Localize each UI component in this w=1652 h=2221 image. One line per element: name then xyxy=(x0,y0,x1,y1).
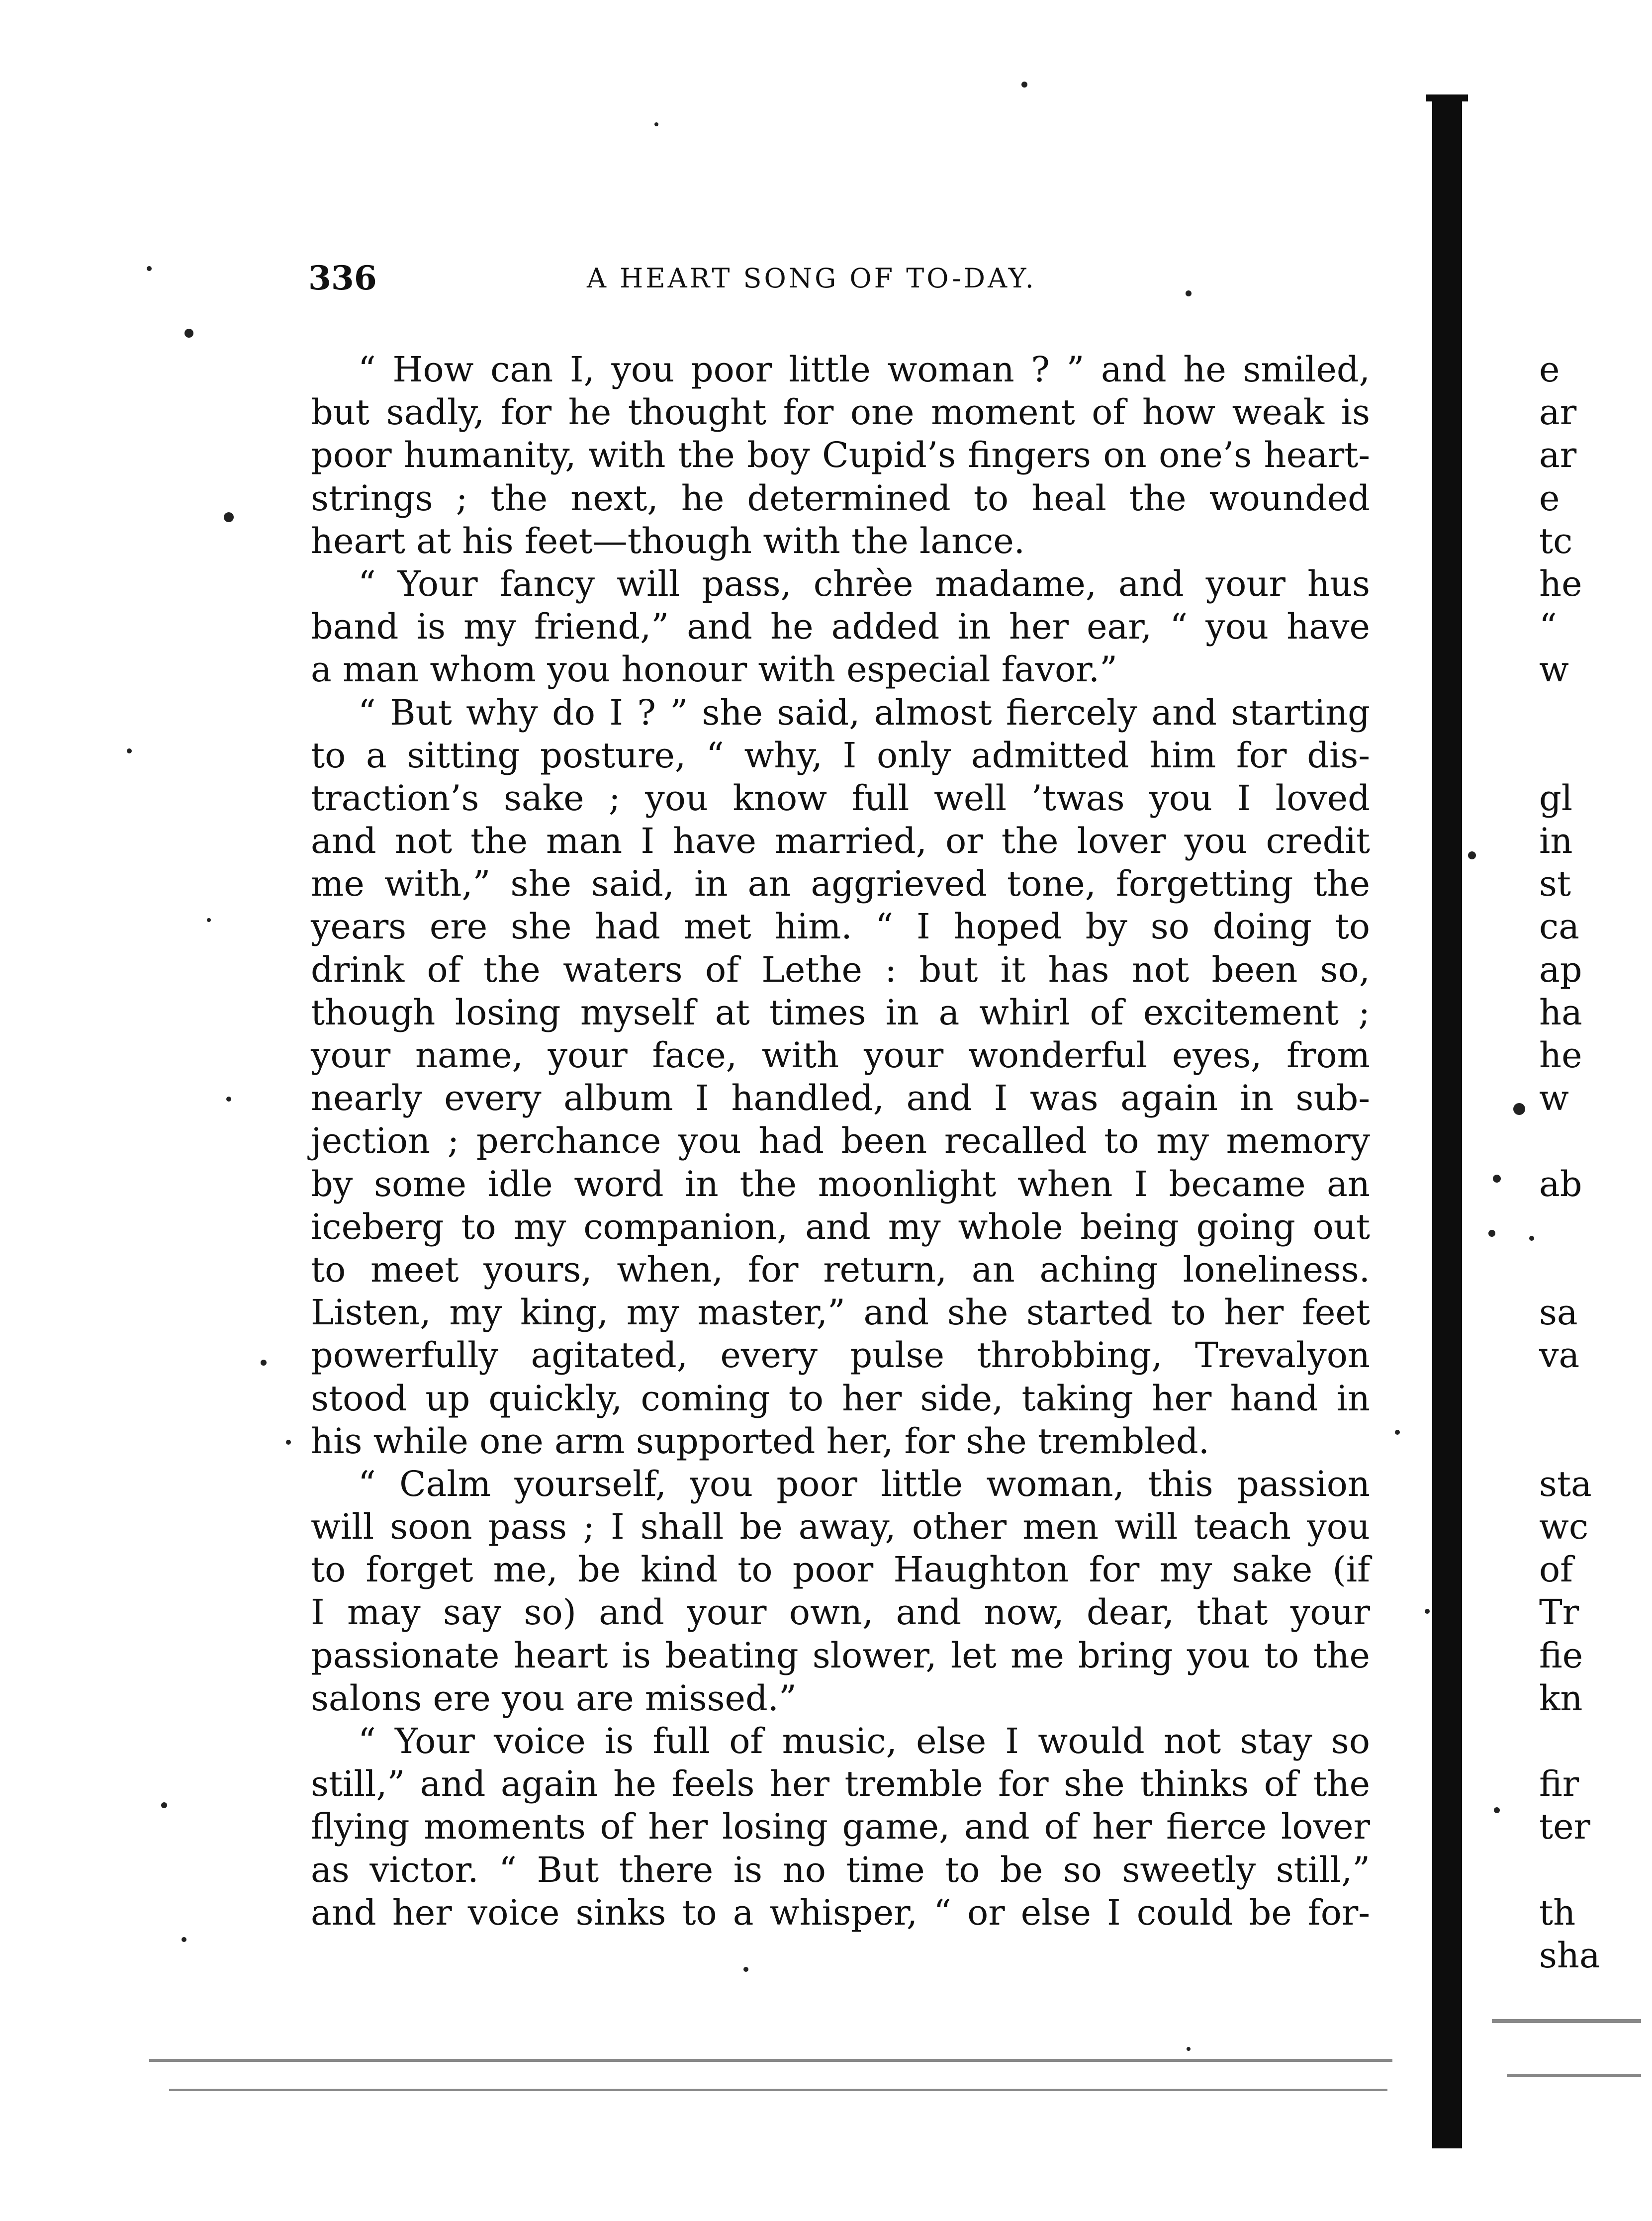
facing-page-fragment: e xyxy=(1539,349,1560,390)
text-line: heart at his feet—though with the lance. xyxy=(311,520,1025,561)
facing-page-fragment: fir xyxy=(1539,1763,1579,1805)
facing-page-fragment: ab xyxy=(1539,1163,1582,1204)
facing-page-fragment: kn xyxy=(1539,1677,1583,1719)
facing-page-fragment: “ xyxy=(1539,606,1557,648)
facing-page-fragment: w xyxy=(1539,1078,1569,1119)
text-line: to a sitting posture, “ why, I only admitted him for dis- xyxy=(311,735,1370,776)
text-line: strings ; the next, he determined to heal the wounded xyxy=(311,477,1370,519)
text-line: jection ; perchance you had been recalled to my memory xyxy=(311,1120,1370,1162)
facing-page-fragment: ter xyxy=(1539,1806,1591,1848)
facing-page-fragment: ar xyxy=(1539,392,1577,433)
facing-page-fragment: e xyxy=(1539,477,1560,519)
text-line: still,” and again he feels her tremble for she thinks of the xyxy=(311,1763,1370,1805)
facing-page-fragment: of xyxy=(1539,1549,1573,1590)
text-line: “ Your voice is full of music, else I would not stay so xyxy=(358,1721,1370,1761)
facing-page-fragment: ar xyxy=(1539,435,1577,476)
facing-page-fragment: ca xyxy=(1539,906,1579,947)
text-line: and not the man I have married, or the lover you credit xyxy=(311,821,1370,862)
facing-page-fragment: he xyxy=(1539,563,1582,604)
text-line: your name, your face, with your wonderful eyes, from xyxy=(311,1035,1370,1076)
running-title: A HEART SONG OF TO-DAY. xyxy=(587,263,1036,294)
facing-page-fragment: Tr xyxy=(1539,1592,1579,1633)
text-line: to meet yours, when, for return, an aching loneliness. xyxy=(311,1249,1370,1290)
text-line: nearly every album I handled, and I was again in sub- xyxy=(311,1078,1370,1119)
facing-page-fragment: in xyxy=(1539,821,1573,862)
text-line: salons ere you are missed.” xyxy=(311,1677,797,1719)
text-line: his while one arm supported her, for she trembled. xyxy=(311,1420,1209,1462)
text-line: passionate heart is beating slower, let me bring you to the xyxy=(311,1635,1370,1676)
text-line: traction’s sake ; you know full well ’twas you I loved xyxy=(311,777,1370,819)
text-line: and her voice sinks to a whisper, “ or else I could be for- xyxy=(311,1892,1370,1933)
text-line: flying moments of her losing game, and of her fierce lover xyxy=(311,1806,1370,1848)
facing-page-fragment: fie xyxy=(1539,1635,1583,1676)
page-number: 336 xyxy=(308,259,377,297)
text-line: “ Your fancy will pass, chrèe madame, and your hus xyxy=(358,563,1370,604)
text-line: as victor. “ But there is no time to be so sweetly still,” xyxy=(311,1849,1370,1890)
text-line: drink of the waters of Lethe : but it has not been so, xyxy=(311,949,1370,990)
text-line: by some idle word in the moonlight when I became an xyxy=(311,1163,1370,1204)
facing-page-fragment: th xyxy=(1539,1892,1576,1933)
text-line: “ Calm yourself, you poor little woman, this passion xyxy=(358,1463,1370,1504)
text-line: to forget me, be kind to poor Haughton for my sake (if xyxy=(311,1549,1370,1590)
facing-page-fragment: sa xyxy=(1539,1292,1578,1333)
facing-page-fragment: sha xyxy=(1539,1935,1600,1976)
text-line: powerfully agitated, every pulse throbbing, Trevalyon xyxy=(311,1335,1370,1376)
facing-page-fragment: va xyxy=(1539,1335,1580,1376)
facing-page-fragment: w xyxy=(1539,649,1569,690)
text-line: will soon pass ; I shall be away, other men will teach you xyxy=(311,1506,1370,1548)
text-line: band is my friend,” and he added in her ear, “ you have xyxy=(311,606,1370,648)
facing-page-fragment: ap xyxy=(1539,949,1582,990)
text-line: “ How can I, you poor little woman ? ” and he smiled, xyxy=(358,349,1370,390)
text-line: iceberg to my companion, and my whole being going out xyxy=(311,1206,1370,1247)
text-line: but sadly, for he thought for one moment of how weak is xyxy=(311,392,1370,433)
text-line: though losing myself at times in a whirl of excitement ; xyxy=(311,992,1370,1033)
text-line: me with,” she said, in an aggrieved tone, forgetting the xyxy=(311,863,1370,905)
text-line: “ But why do I ? ” she said, almost fiercely and starting xyxy=(358,692,1370,733)
facing-page-fragment: ha xyxy=(1539,992,1582,1033)
facing-page-fragment: gl xyxy=(1539,777,1573,819)
facing-page-fragment: tc xyxy=(1539,520,1573,561)
facing-page-fragment: wc xyxy=(1539,1506,1589,1548)
facing-page-fragment: he xyxy=(1539,1035,1582,1076)
text-line: a man whom you honour with especial favor.” xyxy=(311,649,1117,690)
text-line: I may say so) and your own, and now, dear, that your xyxy=(311,1592,1370,1633)
text-line: stood up quickly, coming to her side, taking her hand in xyxy=(311,1378,1370,1419)
facing-page-fragment: sta xyxy=(1539,1463,1592,1504)
text-line: Listen, my king, my master,” and she started to her feet xyxy=(311,1292,1370,1333)
text-line: years ere she had met him. “ I hoped by so doing to xyxy=(311,906,1370,947)
text-line: poor humanity, with the boy Cupid’s fingers on one’s heart- xyxy=(311,435,1370,476)
facing-page-fragment: st xyxy=(1539,863,1571,905)
